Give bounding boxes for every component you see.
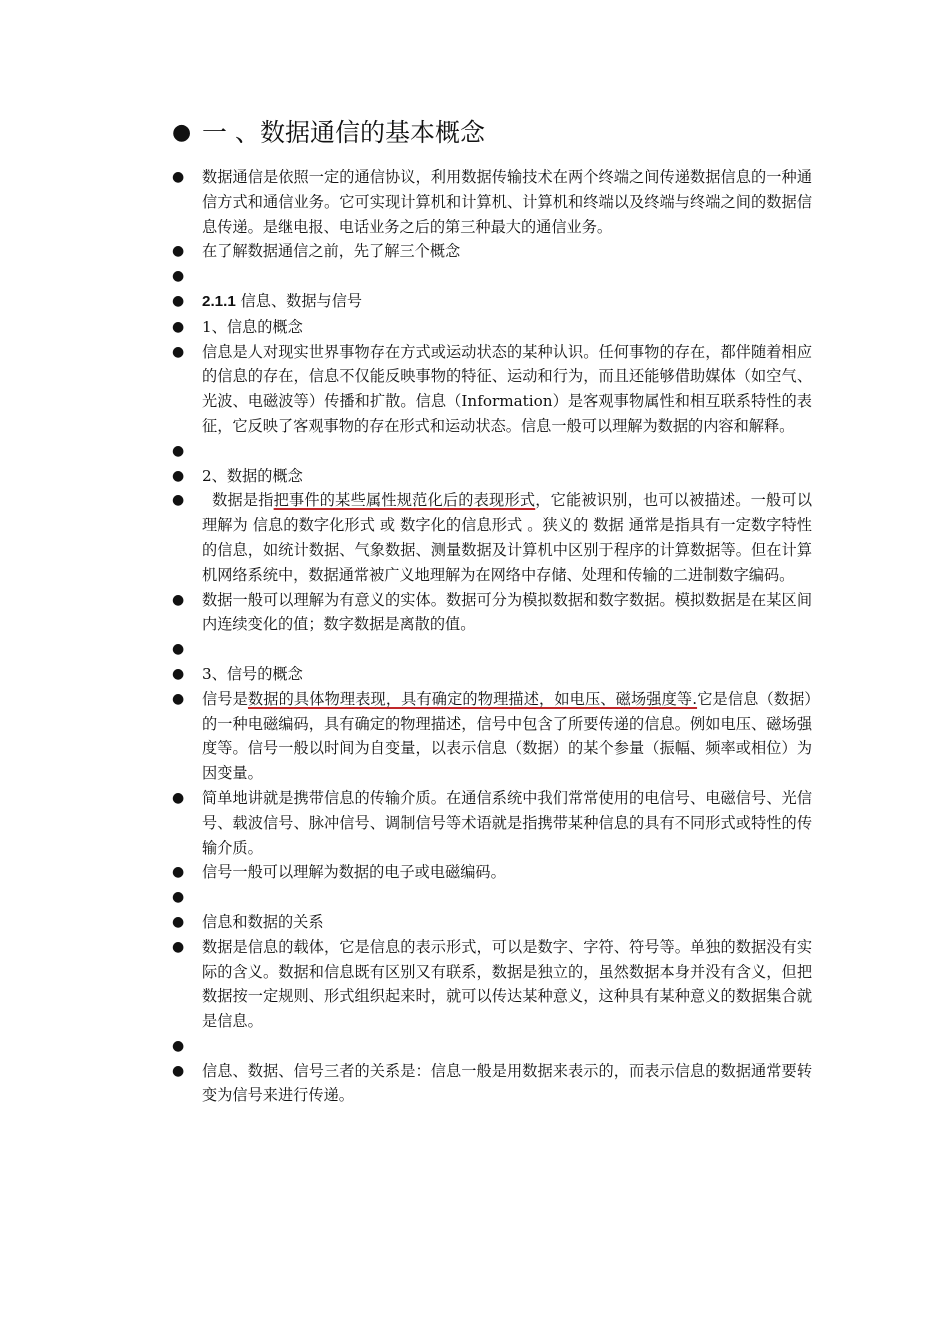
list-item-text — [202, 885, 812, 910]
list-item-text: 信息是人对现实世界事物存在方式或运动状态的某种认识。任何事物的存在，都伴随着相应的信息的存在，信息不仅能反映事物的特征、运动和行为，而且还能够借助媒体（如空气、光波、电磁波等）传播和扩散。信息（Information）是客观事物属性和相互联系特性的表征，它反映了客观事物的存在形式和运动状态。信息一般可以理解为数据的内容和解释。 — [202, 342, 812, 435]
list-item-empty — [172, 439, 812, 464]
list-item — [172, 239, 812, 264]
subheading-text: 信息、数据与信号 — [235, 291, 363, 310]
bullet-icon: ● — [172, 243, 185, 260]
text-segment: 数据是指 — [202, 491, 274, 510]
list-item — [172, 662, 812, 687]
list-item — [172, 488, 812, 587]
bullet-icon: ● — [172, 343, 185, 360]
list-item-text: 简单地讲就是携带信息的传输介质。在通信系统中我们常常使用的电信号、电磁信号、光信号、载波信号、脉冲信号、调制信号等术语就是指携带某种信息的具有不同形式或特性的传输介质。 — [202, 788, 812, 857]
bullet-list — [172, 165, 812, 1108]
list-item-text — [202, 289, 812, 315]
list-item — [172, 786, 812, 860]
underlined-text: 把事件的某些属性规范化后的表现形式 — [273, 491, 536, 510]
list-item-text: 信息、数据、信号三者的关系是：信息一般是用数据来表示的，而表示信息的数据通常要转变为信号来进行传递。 — [202, 1061, 812, 1105]
list-item-text: 1、信息的概念 — [202, 317, 303, 336]
list-item-text: 数据一般可以理解为有意义的实体。数据可分为模拟数据和数字数据。模拟数据是在某区间内连续变化的值；数字数据是离散的值。 — [202, 590, 812, 634]
list-item-empty — [172, 1034, 812, 1059]
list-item — [172, 165, 812, 239]
list-item — [172, 935, 812, 1034]
bullet-icon: ● — [172, 318, 185, 335]
text-segment: 它是信息（数据）的一种电磁编码，具有确定的物理描述，信号中包含了所要传递的信息。例如电压、磁场强度等。信号一般以时间为自变量，以表示信息（数据）的某个参量（振幅、频率或相位）为因变量。 — [202, 689, 813, 783]
bullet-icon: ● — [172, 913, 185, 930]
list-item-text: 在了解数据通信之前，先了解三个概念 — [202, 242, 461, 261]
list-item-text — [202, 637, 812, 662]
list-item — [172, 1059, 812, 1109]
bullet-icon: ● — [172, 268, 185, 285]
list-item — [172, 687, 812, 786]
bullet-icon: ● — [172, 120, 192, 145]
list-item — [172, 340, 812, 439]
text-segment: ，它能被识别，也可以被描述。一般可以理解为 信息的数字化形式 或 数字化的信息形式 。狭义的 数据 通常是指具有一定数字特性的信息，如统计数据、气象数据、测量数据及计算机中区别于程序的计算数据等。但在计算机网络系统中，数据通常被广义地理解为在网络中存储、处理和传输的二进制数字编码。 — [202, 491, 813, 584]
list-item-empty — [172, 637, 812, 662]
text-segment: 信号是 — [202, 689, 248, 708]
section-heading — [172, 116, 812, 150]
list-item-text — [202, 488, 812, 587]
section-number: 2.1.1 — [202, 292, 236, 310]
list-item-text — [202, 264, 812, 289]
list-item — [172, 464, 812, 489]
list-item-text — [202, 439, 812, 464]
list-item-text: 3、信号的概念 — [202, 664, 303, 683]
bullet-icon: ● — [172, 938, 185, 955]
list-item — [172, 315, 812, 340]
list-item-text — [202, 687, 812, 786]
bullet-icon: ● — [172, 169, 185, 185]
bullet-icon: ● — [172, 789, 185, 806]
list-item-subheading — [172, 289, 812, 315]
list-item — [172, 910, 812, 935]
bullet-icon: ● — [172, 492, 185, 509]
list-item — [172, 588, 812, 638]
bullet-icon: ● — [172, 690, 185, 707]
bullet-icon: ● — [172, 641, 185, 658]
list-item-text — [202, 1034, 812, 1059]
bullet-icon: ● — [172, 591, 185, 608]
bullet-icon: ● — [172, 292, 185, 309]
list-item — [172, 860, 812, 885]
list-item-text: 数据通信是依照一定的通信协议，利用数据传输技术在两个终端之间传递数据信息的一种通信方式和通信业务。它可实现计算机和计算机、计算机和终端以及终端与终端之间的数据信息传递。是继电报、电话业务之后的第三种最大的通信业务。 — [202, 168, 812, 236]
bullet-icon: ● — [172, 442, 185, 459]
bullet-icon: ● — [172, 864, 185, 881]
bullet-icon: ● — [172, 1037, 185, 1054]
list-item-text: 数据是信息的载体，它是信息的表示形式，可以是数字、字符、符号等。单独的数据没有实际的含义。数据和信息既有区别又有联系，数据是独立的，虽然数据本身并没有含义，但把数据按一定规则、形式组织起来时，就可以传达某种意义，这种具有某种意义的数据集合就是信息。 — [202, 937, 812, 1031]
list-item-text: 信号一般可以理解为数据的电子或电磁编码。 — [202, 863, 506, 882]
list-item-text: 信息和数据的关系 — [202, 912, 324, 931]
bullet-icon: ● — [172, 1062, 185, 1079]
list-item-text: 2、数据的概念 — [202, 466, 303, 485]
list-item-empty — [172, 885, 812, 910]
section-heading-text: 一 、数据通信的基本概念 — [202, 118, 485, 147]
bullet-icon: ● — [172, 665, 185, 682]
list-item-empty — [172, 264, 812, 289]
bullet-icon: ● — [172, 467, 185, 484]
bullet-icon: ● — [172, 889, 185, 906]
underlined-text: 数据的具体物理表现，具有确定的物理描述，如电压、磁场强度等. — [247, 689, 698, 708]
